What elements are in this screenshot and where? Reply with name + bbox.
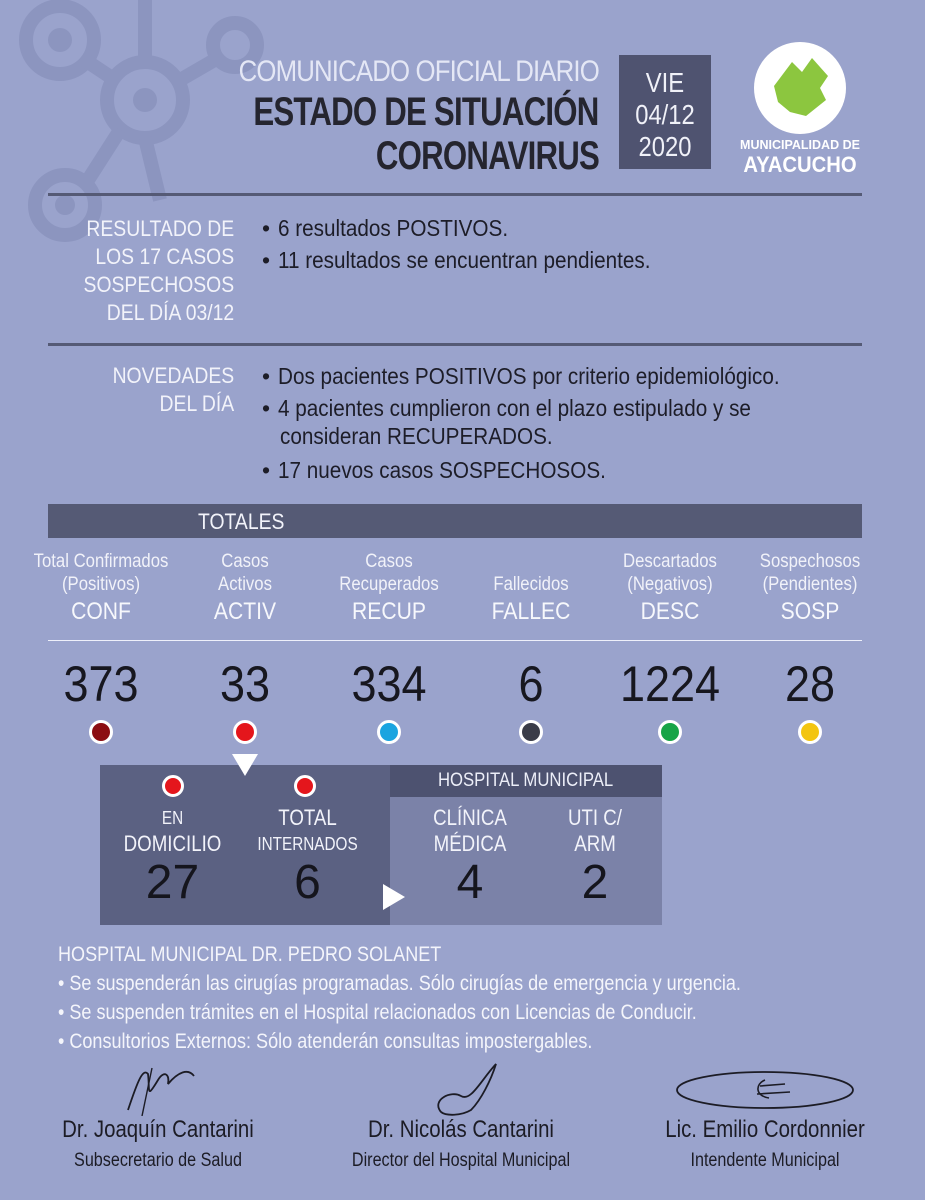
- stat-value: 373: [63, 656, 139, 712]
- status-dot: [658, 720, 682, 744]
- notes-title: HOSPITAL MUNICIPAL DR. PEDRO SOLANET: [58, 943, 442, 966]
- totals-bar: [48, 504, 862, 538]
- stat-descartados: Descartados (Negativos) DESC 1224: [585, 550, 755, 628]
- signature-block: [18, 1060, 298, 1172]
- stat-value: 28: [784, 656, 836, 712]
- signature-icon: [401, 1060, 521, 1116]
- stat-value: 6: [294, 856, 321, 909]
- signature-role: Subsecretario de Salud: [74, 1150, 242, 1171]
- date-day: VIE: [645, 67, 685, 98]
- totals-label: TOTALES: [198, 509, 285, 534]
- novedades-label: NOVEDADES DEL DÍA: [112, 363, 234, 416]
- hospital-notes: [58, 940, 852, 1056]
- divider: [48, 343, 862, 346]
- date-daymonth: 04/12: [635, 99, 695, 130]
- divider: [48, 193, 862, 196]
- uti-arm: UTI C/ ARM 2: [540, 805, 650, 909]
- stat-confirmados: Total Confirmados (Positivos) CONF 373: [16, 550, 186, 628]
- status-dot: [89, 720, 113, 744]
- logo-circle: [754, 42, 846, 134]
- signature-name: Lic. Emilio Cordonnier: [665, 1116, 865, 1143]
- clinica-medica: CLÍNICA MÉDICA 4: [410, 805, 530, 909]
- signature-name: Dr. Nicolás Cantarini: [368, 1116, 554, 1143]
- status-dot: [233, 720, 257, 744]
- signature-block: [625, 1060, 905, 1172]
- list-item: • Dos pacientes POSITIVOS por criterio epidemiológico.: [262, 362, 835, 390]
- list-item: • Se suspenden trámites en el Hospital relacionados con Licencias de Conducir.: [58, 1001, 697, 1024]
- status-dot: [519, 720, 543, 744]
- stat-fallecidos: Fallecidos FALLEC 6: [446, 550, 616, 628]
- list-item: • 11 resultados se encuentran pendientes.: [262, 246, 692, 274]
- hospital-panel-title: HOSPITAL MUNICIPAL: [390, 765, 662, 797]
- status-dot: [798, 720, 822, 744]
- novedades-list: [262, 362, 835, 484]
- list-item-continuation: consideran RECUPERADOS.: [280, 423, 553, 449]
- stat-value: 27: [145, 856, 200, 909]
- status-dot: [162, 775, 184, 797]
- ayacucho-map-icon: [754, 42, 846, 134]
- stat-value: 1224: [619, 656, 721, 712]
- signature-role: Intendente Municipal: [690, 1150, 840, 1171]
- list-item: • 17 nuevos casos SOSPECHOSOS.: [262, 456, 835, 484]
- divider: [48, 640, 862, 641]
- resultados-label: RESULTADO DE LOS 17 CASOS SOSPECHOSOS DEL DÍA 03/12: [83, 216, 234, 325]
- arrow-right-icon: [383, 884, 405, 910]
- signature-role: Director del Hospital Municipal: [351, 1150, 571, 1171]
- header-title-line2: ESTADO DE SITUACIÓN: [253, 90, 599, 134]
- status-dot: [377, 720, 401, 744]
- logo-text-line1: MUNICIPALIDAD DE: [740, 138, 860, 152]
- list-item: • Consultorios Externos: Sólo atenderán consultas impostergables.: [58, 1030, 593, 1053]
- list-item: • 4 pacientes cumplieron con el plazo estipulado y se: [262, 394, 835, 422]
- stat-recuperados: Casos Recuperados RECUP 334: [304, 550, 474, 628]
- signature-block: [321, 1060, 601, 1172]
- total-internados: TOTAL INTERNADOS 6: [240, 805, 375, 909]
- stat-value: 6: [518, 656, 544, 712]
- stat-value: 33: [219, 656, 271, 712]
- header-title-line3: CORONAVIRUS: [375, 134, 599, 178]
- signature-name: Dr. Joaquín Cantarini: [62, 1116, 254, 1143]
- signature-icon: [98, 1060, 218, 1116]
- signature-icon: [665, 1060, 865, 1116]
- status-dot: [294, 775, 316, 797]
- date-year: 2020: [638, 131, 692, 162]
- arrow-down-icon: [232, 754, 258, 776]
- stat-sospechosos: Sospechosos (Pendientes) SOSP 28: [725, 550, 895, 628]
- stat-value: 4: [456, 856, 484, 909]
- municipality-logo: [730, 42, 870, 182]
- stat-value: 2: [581, 856, 609, 909]
- resultados-list: [262, 214, 692, 274]
- logo-text-line2: AYACUCHO: [743, 152, 857, 177]
- date-box: [619, 55, 711, 169]
- header-title-line1: COMUNICADO OFICIAL DIARIO: [238, 55, 599, 88]
- stat-activos: Casos Activos ACTIV 33: [160, 550, 330, 628]
- list-item: • 6 resultados POSTIVOS.: [262, 214, 692, 242]
- list-item: • Se suspenderán las cirugías programadas. Sólo cirugías de emergencia y urgencia.: [58, 972, 741, 995]
- en-domicilio: EN DOMICILIO 27: [110, 805, 235, 909]
- stat-value: 334: [351, 656, 427, 712]
